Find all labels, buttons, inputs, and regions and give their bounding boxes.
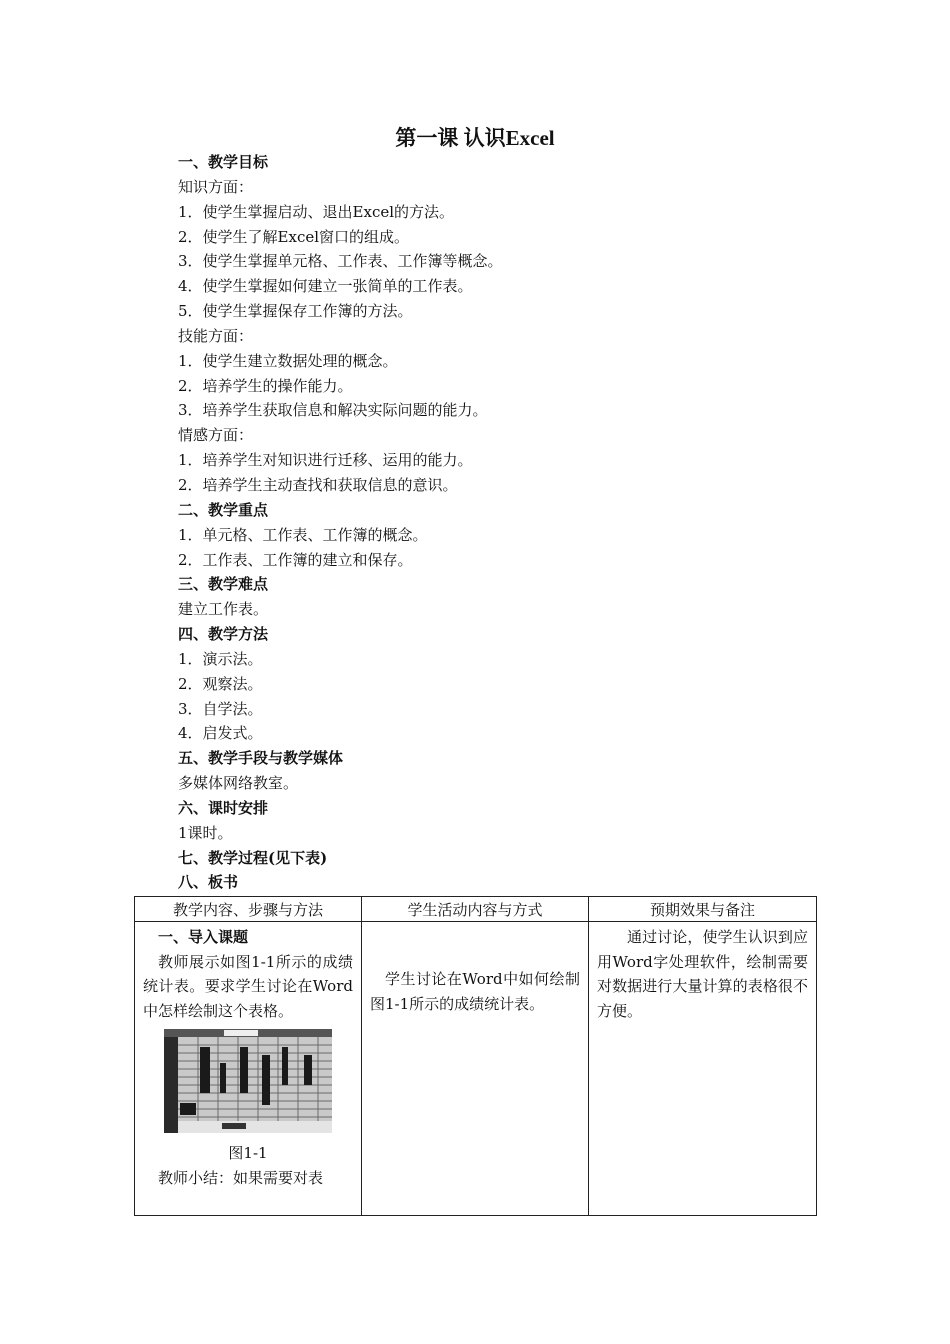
outline-line: 3．使学生掌握单元格、工作表、工作簿等概念。 bbox=[178, 252, 503, 271]
table-header-cell: 学生活动内容与方式 bbox=[362, 897, 589, 922]
outline-line: 情感方面： bbox=[178, 426, 254, 445]
outline-line: 七、教学过程(见下表) bbox=[178, 848, 328, 867]
lesson-outline bbox=[178, 150, 818, 895]
page-title: 第一课 认识Excel bbox=[395, 126, 555, 150]
outline-line: 1．演示法。 bbox=[178, 649, 263, 668]
figure-caption: 图1-1 bbox=[228, 1143, 268, 1162]
outline-line: 2．工作表、工作簿的建立和保存。 bbox=[178, 550, 413, 569]
outline-line: 3．自学法。 bbox=[178, 699, 263, 718]
outline-line: 2．培养学生主动查找和获取信息的意识。 bbox=[178, 475, 458, 494]
outline-line: 多媒体网络教室。 bbox=[178, 774, 299, 793]
outline-line: 1．使学生建立数据处理的概念。 bbox=[178, 351, 398, 370]
cell-paragraph: 教师展示如图1-1所示的成绩统计表。要求学生讨论在Word中怎样绘制这个表格。 bbox=[143, 952, 353, 1020]
table-cell-expected-effect bbox=[589, 922, 817, 1216]
outline-line: 4．启发式。 bbox=[178, 724, 263, 743]
outline-line: 四、教学方法 bbox=[178, 625, 269, 644]
outline-line: 三、教学难点 bbox=[178, 575, 269, 594]
outline-line: 2．观察法。 bbox=[178, 674, 263, 693]
outline-line: 二、教学重点 bbox=[178, 500, 269, 519]
outline-line: 2．培养学生的操作能力。 bbox=[178, 376, 353, 395]
outline-line: 一、教学目标 bbox=[178, 153, 269, 171]
outline-line: 1．培养学生对知识进行迁移、运用的能力。 bbox=[178, 451, 473, 470]
table-cell-teaching-content bbox=[135, 922, 362, 1216]
table-header-cell: 预期效果与备注 bbox=[589, 897, 817, 922]
outline-line: 知识方面： bbox=[178, 177, 254, 196]
outline-line: 六、课时安排 bbox=[178, 798, 269, 817]
outline-line: 技能方面： bbox=[178, 326, 254, 345]
outline-line: 1．使学生掌握启动、退出Excel的方法。 bbox=[178, 202, 455, 221]
cell-paragraph: 通过讨论，使学生认识到应用Word字处理软件，绘制需要对数据进行大量计算的表格很不方便。 bbox=[597, 928, 808, 1020]
outline-line: 1课时。 bbox=[178, 823, 233, 842]
table-cell-student-activity bbox=[362, 922, 589, 1216]
table-header-row bbox=[135, 897, 817, 922]
cell-paragraph: 学生讨论在Word中如何绘制图1-1所示的成绩统计表。 bbox=[370, 970, 580, 1013]
outline-line: 2．使学生了解Excel窗口的组成。 bbox=[178, 227, 410, 246]
outline-line: 5．使学生掌握保存工作簿的方法。 bbox=[178, 302, 413, 321]
table-row bbox=[135, 922, 817, 1216]
outline-line: 建立工作表。 bbox=[178, 600, 269, 619]
outline-line: 4．使学生掌握如何建立一张简单的工作表。 bbox=[178, 277, 473, 296]
outline-line: 五、教学手段与教学媒体 bbox=[178, 749, 344, 768]
teaching-process-table bbox=[134, 896, 817, 1216]
table-header-cell: 教学内容、步骤与方法 bbox=[135, 897, 362, 922]
cell-paragraph: 教师小结：如果需要对表 bbox=[158, 1168, 324, 1187]
outline-line: 1．单元格、工作表、工作簿的概念。 bbox=[178, 525, 428, 544]
spreadsheet-figure-image bbox=[164, 1029, 332, 1133]
outline-line: 3．培养学生获取信息和解决实际问题的能力。 bbox=[178, 401, 488, 420]
section-heading: 一、导入课题 bbox=[158, 928, 249, 946]
outline-line: 八、板书 bbox=[178, 873, 239, 892]
